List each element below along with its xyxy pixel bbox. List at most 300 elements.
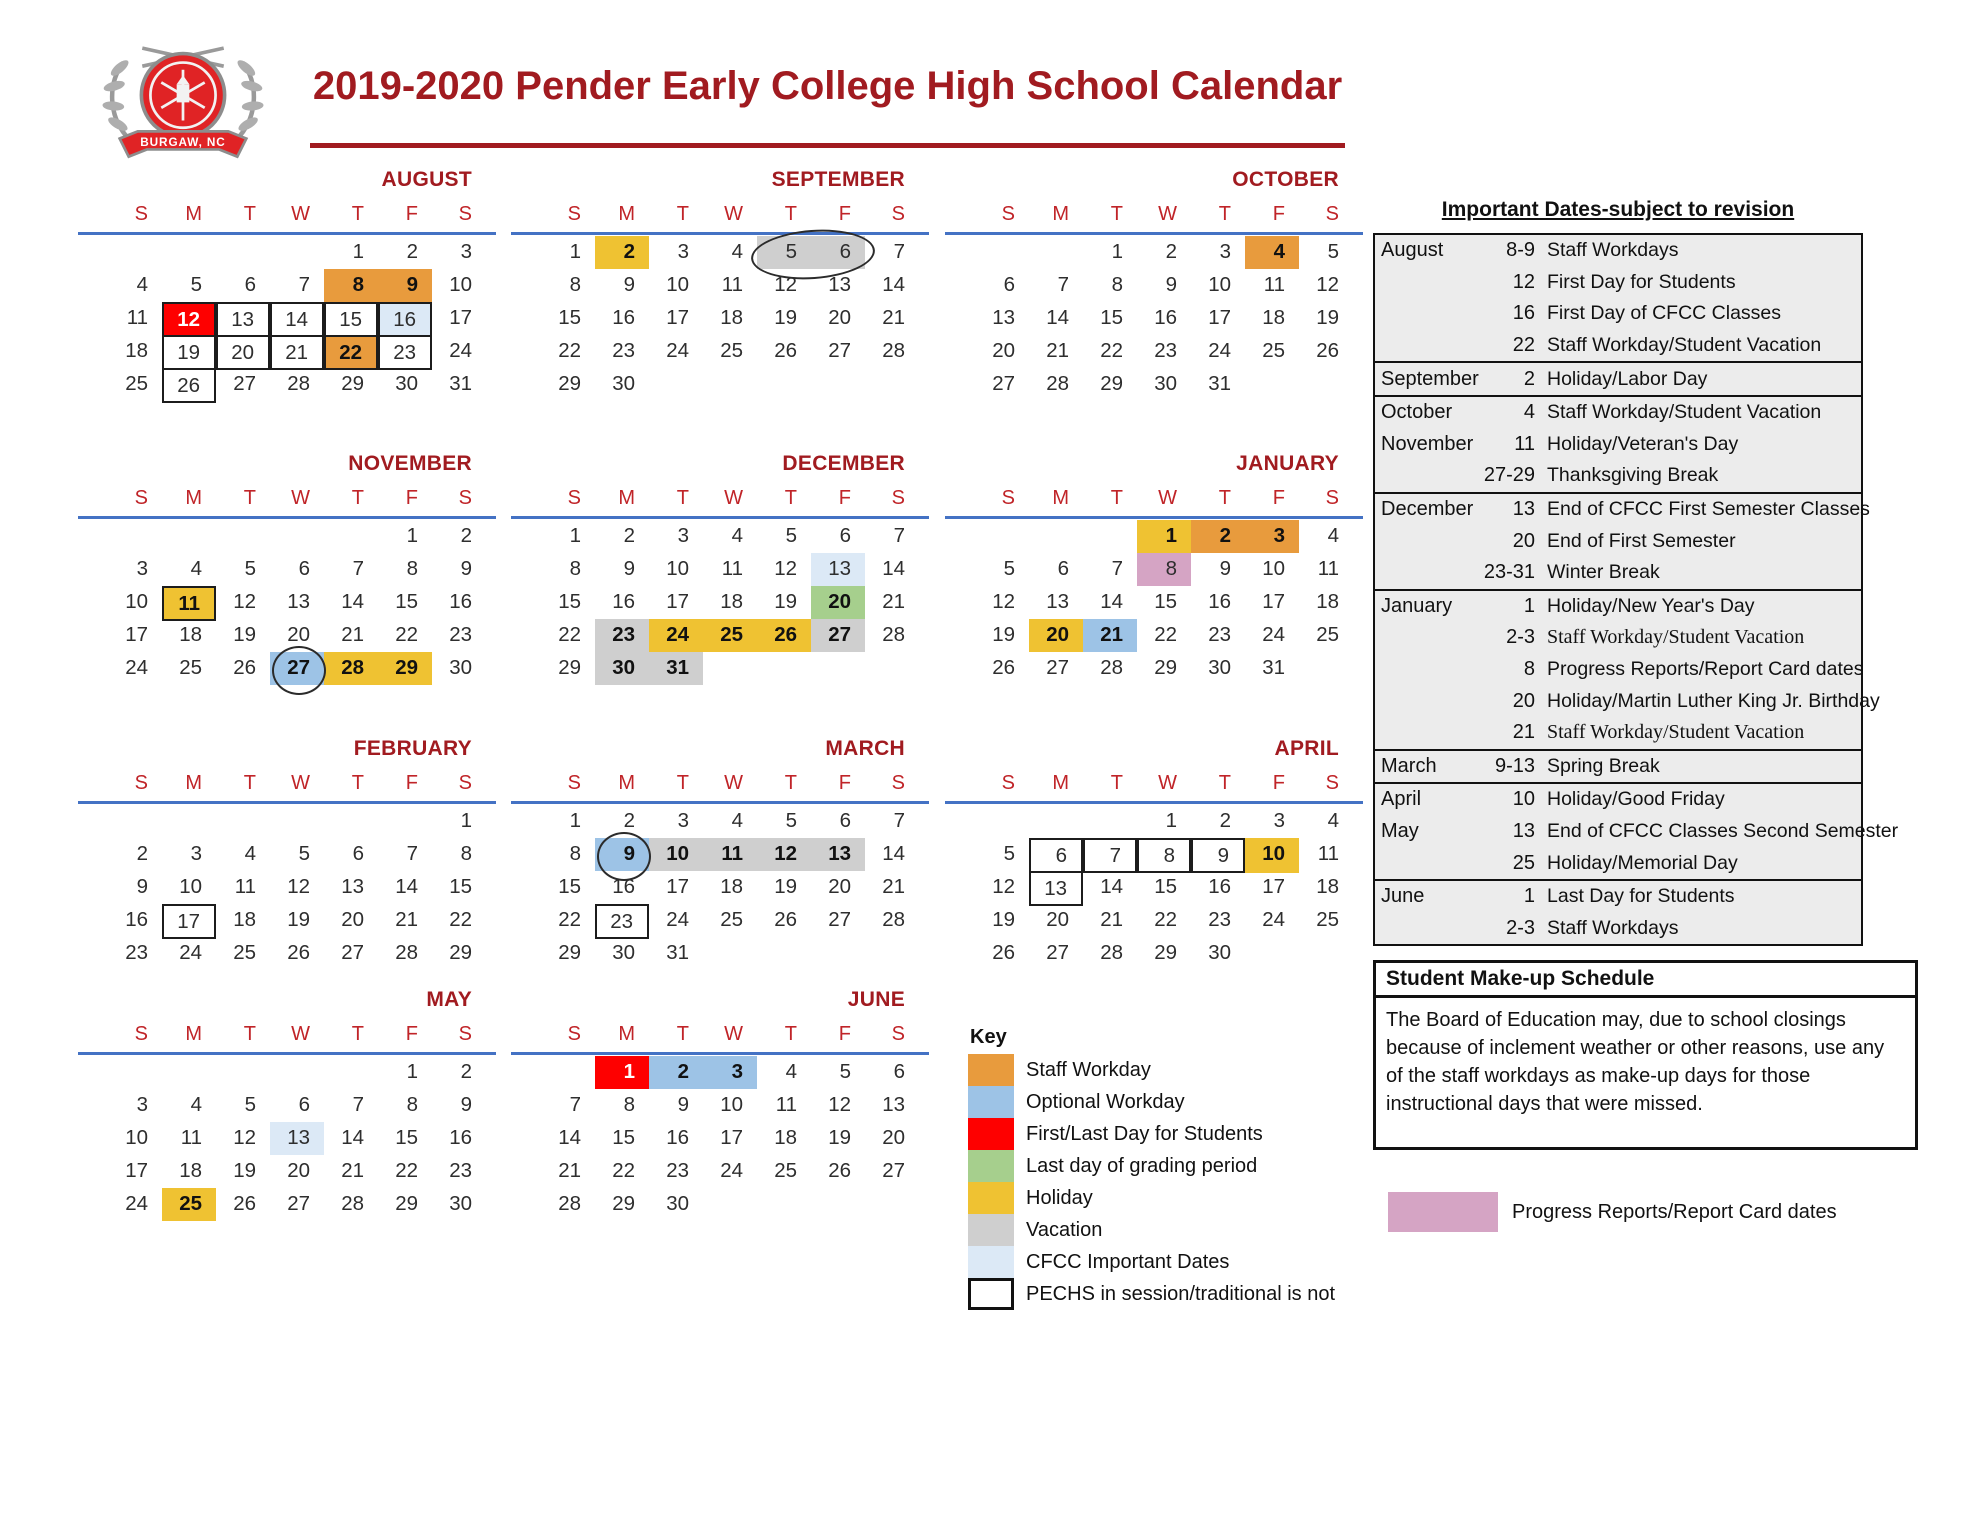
- day-cell: 12: [757, 838, 811, 871]
- day-cell: 31: [649, 652, 703, 685]
- day-cell: [108, 520, 162, 553]
- important-date-days: 20: [1512, 689, 1535, 712]
- day-cell: [975, 805, 1029, 838]
- day-cell: 15: [558, 590, 581, 613]
- important-date-description: Progress Reports/Report Card dates: [1547, 658, 1864, 681]
- important-date-days: 8: [1523, 658, 1535, 681]
- day-cell: [1299, 937, 1353, 970]
- month-april: [975, 737, 1353, 1003]
- week-row: [108, 1155, 486, 1188]
- day-cell: [108, 805, 162, 838]
- week-row: [108, 302, 486, 335]
- week-row: [975, 520, 1353, 553]
- day-cell: 27: [287, 1192, 310, 1215]
- day-cell: 5: [785, 524, 797, 547]
- day-cell: 16: [1154, 306, 1177, 329]
- week-row: [975, 553, 1353, 586]
- day-cell: 7: [1111, 557, 1123, 580]
- weekday-header: F: [1272, 772, 1285, 794]
- day-cell: 6: [839, 809, 851, 832]
- weekday-header-row: [108, 1020, 486, 1048]
- important-date-row: [1375, 912, 1861, 944]
- key-color-swatch: [968, 1118, 1014, 1150]
- day-cell: 3: [677, 809, 689, 832]
- day-cell: 24: [649, 619, 703, 652]
- crest-shield: [141, 54, 224, 137]
- day-cell: 4: [1327, 809, 1339, 832]
- day-cell: 23: [125, 941, 148, 964]
- day-cell: 24: [1262, 623, 1285, 646]
- day-grid: [541, 236, 919, 401]
- day-cell: [703, 652, 757, 685]
- day-cell: 22: [395, 623, 418, 646]
- title-underline: [310, 143, 1345, 148]
- day-cell: 24: [1262, 908, 1285, 931]
- day-cell: 2: [136, 842, 148, 865]
- month-february: [108, 737, 486, 1003]
- weekday-header: S: [567, 1023, 581, 1045]
- day-cell: 24: [666, 339, 689, 362]
- month-title: AUGUST: [381, 168, 472, 191]
- day-cell: 5: [1327, 240, 1339, 263]
- day-cell: 16: [378, 302, 432, 337]
- day-cell: 28: [558, 1192, 581, 1215]
- important-date-days: 9-13: [1494, 754, 1535, 777]
- day-cell: 23: [595, 619, 649, 652]
- day-cell: 29: [558, 656, 581, 679]
- day-cell: 14: [1100, 590, 1123, 613]
- day-cell: [1245, 937, 1299, 970]
- day-cell: 21: [558, 1159, 581, 1182]
- day-cell: 1: [1165, 809, 1177, 832]
- key-legend: [968, 1054, 1335, 1310]
- week-row: [541, 269, 919, 302]
- day-cell: 26: [233, 1192, 256, 1215]
- day-cell: 1: [569, 240, 581, 263]
- day-cell: 23: [378, 335, 432, 370]
- day-cell: 10: [649, 838, 703, 871]
- day-cell: 27: [233, 372, 256, 395]
- day-cell: 10: [1262, 557, 1285, 580]
- day-cell: 21: [270, 335, 324, 370]
- day-cell: 24: [125, 1192, 148, 1215]
- day-cell: 5: [298, 842, 310, 865]
- day-cell: 14: [558, 1126, 581, 1149]
- day-cell: 21: [341, 623, 364, 646]
- day-cell: 22: [395, 1159, 418, 1182]
- day-cell: 19: [233, 623, 256, 646]
- day-cell: [1029, 236, 1083, 269]
- day-cell: 24: [1208, 339, 1231, 362]
- weekday-header: F: [1272, 203, 1285, 225]
- banner-ribbon: [120, 131, 247, 156]
- day-cell: 9: [595, 838, 649, 871]
- important-date-days: 23-31: [1483, 561, 1535, 584]
- weekday-header: F: [405, 487, 418, 509]
- day-cell: [1083, 520, 1137, 553]
- day-cell: 6: [298, 557, 310, 580]
- day-cell: 14: [882, 273, 905, 296]
- key-item: [968, 1246, 1335, 1278]
- week-row: [541, 302, 919, 335]
- weekday-header: S: [458, 487, 472, 509]
- weekday-header: T: [676, 772, 689, 794]
- day-cell: 19: [774, 306, 797, 329]
- weekday-header: W: [724, 203, 743, 225]
- day-grid: [975, 236, 1353, 401]
- important-date-month: August: [1381, 239, 1444, 262]
- day-cell: 13: [287, 590, 310, 613]
- month-divider-line: [78, 232, 496, 235]
- important-date-days: 1: [1523, 594, 1535, 617]
- day-cell: 7: [406, 842, 418, 865]
- important-date-days: 13: [1512, 819, 1535, 842]
- important-date-row: [1375, 298, 1861, 330]
- day-cell: 16: [449, 590, 472, 613]
- important-date-days: 16: [1512, 302, 1535, 325]
- day-cell: 2: [1219, 809, 1231, 832]
- day-cell: 16: [612, 590, 635, 613]
- day-cell: 2: [460, 524, 472, 547]
- key-item-label: Optional Workday: [1026, 1090, 1185, 1113]
- day-cell: 7: [352, 557, 364, 580]
- month-title: APRIL: [1274, 737, 1339, 760]
- day-cell: 22: [558, 339, 581, 362]
- day-cell: 27: [882, 1159, 905, 1182]
- weekday-header: T: [243, 1023, 256, 1045]
- day-cell: 18: [179, 623, 202, 646]
- weekday-header: T: [1218, 487, 1231, 509]
- day-cell: 28: [882, 339, 905, 362]
- day-cell: [811, 1188, 865, 1221]
- important-date-row: [1375, 782, 1861, 816]
- circled-day-annotation: [597, 832, 651, 881]
- weekday-header-row: [975, 484, 1353, 512]
- day-cell: [324, 520, 378, 553]
- key-item: [968, 1214, 1335, 1246]
- day-cell: 29: [612, 1192, 635, 1215]
- weekday-header-row: [108, 484, 486, 512]
- day-cell: 8: [623, 1093, 635, 1116]
- day-cell: 7: [569, 1093, 581, 1116]
- weekday-header: T: [784, 487, 797, 509]
- important-date-description: First Day of CFCC Classes: [1547, 302, 1782, 325]
- day-cell: 7: [352, 1093, 364, 1116]
- important-date-month: March: [1381, 754, 1437, 777]
- day-cell: 29: [341, 372, 364, 395]
- weekday-header: S: [458, 203, 472, 225]
- day-cell: 18: [179, 1159, 202, 1182]
- day-cell: 5: [757, 236, 811, 269]
- banner-text: BURGAW, NC: [140, 135, 226, 149]
- day-cell: 3: [677, 524, 689, 547]
- important-date-description: End of First Semester: [1547, 529, 1736, 552]
- weekday-header: T: [243, 203, 256, 225]
- important-dates-title: Important Dates-subject to revision: [1441, 198, 1795, 221]
- day-cell: [811, 368, 865, 401]
- day-cell: 12: [233, 1126, 256, 1149]
- day-cell: 4: [1327, 524, 1339, 547]
- weekday-header: S: [891, 487, 905, 509]
- day-cell: 17: [666, 590, 689, 613]
- day-cell: 20: [882, 1126, 905, 1149]
- week-row: [975, 838, 1353, 871]
- important-date-days: 2-3: [1506, 626, 1535, 649]
- day-cell: 31: [449, 372, 472, 395]
- day-cell: 14: [882, 557, 905, 580]
- week-row: [975, 269, 1353, 302]
- day-cell: 18: [1262, 306, 1285, 329]
- day-cell: 4: [731, 240, 743, 263]
- day-cell: 17: [1208, 306, 1231, 329]
- day-cell: 29: [558, 372, 581, 395]
- day-cell: 18: [233, 908, 256, 931]
- day-cell: 26: [774, 908, 797, 931]
- school-crest-logo: [92, 30, 274, 182]
- week-row: [975, 937, 1353, 970]
- day-grid: [541, 1056, 919, 1221]
- weekday-header: W: [1158, 203, 1177, 225]
- day-cell: 17: [1262, 875, 1285, 898]
- day-cell: 17: [125, 1159, 148, 1182]
- weekday-header: M: [185, 1023, 202, 1045]
- day-cell: 30: [449, 1192, 472, 1215]
- day-cell: 31: [1208, 372, 1231, 395]
- day-cell: 13: [1046, 590, 1069, 613]
- day-cell: 3: [190, 842, 202, 865]
- day-cell: 8: [1137, 553, 1191, 586]
- day-cell: 18: [774, 1126, 797, 1149]
- day-cell: 14: [341, 590, 364, 613]
- day-cell: 9: [1219, 557, 1231, 580]
- weekday-header: M: [1052, 203, 1069, 225]
- day-cell: 17: [162, 904, 216, 939]
- day-cell: 18: [1316, 875, 1339, 898]
- weekday-header: T: [1110, 203, 1123, 225]
- important-date-days: 2-3: [1506, 916, 1535, 939]
- weekday-header-row: [975, 769, 1353, 797]
- weekday-header: M: [1052, 487, 1069, 509]
- key-color-swatch: [968, 1054, 1014, 1086]
- day-cell: 21: [882, 306, 905, 329]
- weekday-header: S: [1001, 772, 1015, 794]
- week-row: [108, 1188, 486, 1221]
- weekday-header: F: [405, 203, 418, 225]
- page-title: 2019-2020 Pender Early College High School Calendar: [312, 64, 1343, 108]
- day-cell: 16: [1208, 875, 1231, 898]
- key-item-label: CFCC Important Dates: [1026, 1250, 1230, 1273]
- weekday-header: T: [676, 487, 689, 509]
- day-cell: 8: [324, 269, 378, 302]
- day-cell: 25: [720, 908, 743, 931]
- week-row: [975, 236, 1353, 269]
- day-cell: [541, 1056, 595, 1089]
- day-cell: 27: [270, 652, 324, 685]
- day-cell: 23: [595, 904, 649, 939]
- month-title: NOVEMBER: [348, 452, 472, 475]
- day-cell: 22: [449, 908, 472, 931]
- important-date-days: 21: [1512, 721, 1535, 744]
- day-cell: 15: [395, 590, 418, 613]
- day-cell: 21: [1083, 619, 1137, 652]
- day-cell: 4: [731, 809, 743, 832]
- weekday-header: T: [243, 772, 256, 794]
- day-cell: [811, 937, 865, 970]
- day-cell: [270, 236, 324, 269]
- week-row: [108, 1056, 486, 1089]
- weekday-header-row: [541, 1020, 919, 1048]
- day-cell: 10: [666, 557, 689, 580]
- important-date-description: Holiday/Memorial Day: [1547, 851, 1738, 874]
- weekday-header: S: [134, 487, 148, 509]
- weekday-header: M: [185, 203, 202, 225]
- important-date-description: Thanksgiving Break: [1547, 464, 1719, 487]
- weekday-header: T: [1110, 772, 1123, 794]
- day-cell: [703, 937, 757, 970]
- day-cell: 10: [1208, 273, 1231, 296]
- weekday-header-row: [541, 484, 919, 512]
- day-cell: 20: [811, 586, 865, 619]
- important-date-row: [1375, 717, 1861, 749]
- day-cell: 3: [460, 240, 472, 263]
- day-cell: [811, 652, 865, 685]
- key-item-label: Staff Workday: [1026, 1058, 1151, 1081]
- day-cell: 25: [703, 619, 757, 652]
- key-item-label: PECHS in session/traditional is not: [1026, 1282, 1336, 1305]
- day-cell: 29: [378, 652, 432, 685]
- week-row: [541, 368, 919, 401]
- day-cell: 12: [1316, 273, 1339, 296]
- week-row: [108, 1122, 486, 1155]
- month-september: [541, 168, 919, 434]
- day-cell: 25: [125, 372, 148, 395]
- day-cell: 15: [1154, 875, 1177, 898]
- important-date-row: [1375, 816, 1899, 848]
- weekday-header-row: [975, 200, 1353, 228]
- day-cell: 1: [406, 524, 418, 547]
- day-cell: 2: [623, 809, 635, 832]
- day-cell: 7: [1057, 273, 1069, 296]
- important-date-row: [1375, 879, 1861, 913]
- important-date-description: First Day for Students: [1547, 270, 1736, 293]
- day-grid: [975, 520, 1353, 685]
- day-cell: 26: [757, 619, 811, 652]
- important-date-description: Staff Workday/Student Vacation: [1547, 626, 1805, 649]
- day-cell: 1: [406, 1060, 418, 1083]
- important-date-days: 11: [1514, 432, 1535, 455]
- day-cell: [865, 937, 919, 970]
- day-cell: 11: [1317, 842, 1339, 865]
- day-cell: 11: [1263, 273, 1285, 296]
- week-row: [541, 805, 919, 838]
- day-cell: 17: [666, 875, 689, 898]
- weekday-header: W: [1158, 487, 1177, 509]
- important-date-description: Staff Workdays: [1547, 916, 1679, 939]
- day-cell: 10: [125, 590, 148, 613]
- day-cell: 23: [666, 1159, 689, 1182]
- day-cell: 5: [244, 1093, 256, 1116]
- day-cell: 25: [1316, 908, 1339, 931]
- day-cell: 8: [569, 557, 581, 580]
- day-cell: 1: [595, 1056, 649, 1089]
- day-cell: 28: [1100, 941, 1123, 964]
- day-cell: 19: [774, 875, 797, 898]
- weekday-header: T: [243, 487, 256, 509]
- day-cell: 19: [162, 335, 216, 370]
- day-cell: 19: [828, 1126, 851, 1149]
- makeup-schedule-box: [1373, 960, 1918, 1150]
- day-cell: 26: [1316, 339, 1339, 362]
- day-cell: 21: [1046, 339, 1069, 362]
- day-cell: 11: [721, 273, 743, 296]
- day-cell: 4: [190, 557, 202, 580]
- day-cell: 27: [341, 941, 364, 964]
- day-cell: 24: [125, 656, 148, 679]
- weekday-header: T: [351, 1023, 364, 1045]
- day-cell: 19: [1316, 306, 1339, 329]
- day-cell: 15: [558, 875, 581, 898]
- weekday-header-row: [541, 200, 919, 228]
- key-item-label: Last day of grading period: [1026, 1154, 1258, 1177]
- weekday-header: W: [724, 772, 743, 794]
- makeup-schedule-body: The Board of Education may, due to school closings because of inclement weather or other reasons, use any of the staff workdays as make-up days for those instructional days that were missed.: [1386, 1009, 1885, 1115]
- day-cell: 3: [1245, 520, 1299, 553]
- day-cell: 13: [811, 838, 865, 871]
- day-cell: 19: [287, 908, 310, 931]
- month-divider-line: [511, 1052, 929, 1055]
- weekday-header: M: [618, 1023, 635, 1045]
- week-row: [975, 904, 1353, 937]
- day-cell: 26: [162, 368, 216, 403]
- day-cell: 13: [216, 302, 270, 337]
- day-cell: 5: [244, 557, 256, 580]
- day-cell: 23: [449, 623, 472, 646]
- weekday-header: S: [891, 772, 905, 794]
- day-cell: 15: [395, 1126, 418, 1149]
- day-cell: 25: [162, 1188, 216, 1221]
- day-cell: [162, 805, 216, 838]
- day-cell: 20: [287, 1159, 310, 1182]
- day-cell: 8: [1111, 273, 1123, 296]
- weekday-header: S: [891, 203, 905, 225]
- day-cell: [1029, 805, 1083, 838]
- important-date-days: 1: [1523, 885, 1535, 908]
- day-cell: 2: [1191, 520, 1245, 553]
- day-cell: [757, 1188, 811, 1221]
- day-cell: [1083, 805, 1137, 838]
- day-cell: 9: [1191, 838, 1245, 873]
- weekday-header: S: [567, 487, 581, 509]
- day-cell: 3: [136, 557, 148, 580]
- important-date-row: [1375, 654, 1864, 686]
- important-date-days: 10: [1512, 788, 1535, 811]
- day-grid: [108, 520, 486, 685]
- weekday-header: T: [784, 1023, 797, 1045]
- day-cell: [975, 520, 1029, 553]
- important-date-days: 27-29: [1483, 464, 1535, 487]
- month-title: JUNE: [847, 988, 905, 1011]
- key-item: [968, 1054, 1335, 1086]
- day-cell: 30: [595, 652, 649, 685]
- day-cell: 20: [1029, 619, 1083, 652]
- day-grid: [108, 805, 486, 970]
- weekday-header: T: [351, 772, 364, 794]
- key-title: Key: [970, 1026, 1007, 1048]
- key-item: [968, 1118, 1335, 1150]
- day-cell: 2: [649, 1056, 703, 1089]
- important-date-days: 22: [1512, 334, 1535, 357]
- day-cell: 9: [460, 557, 472, 580]
